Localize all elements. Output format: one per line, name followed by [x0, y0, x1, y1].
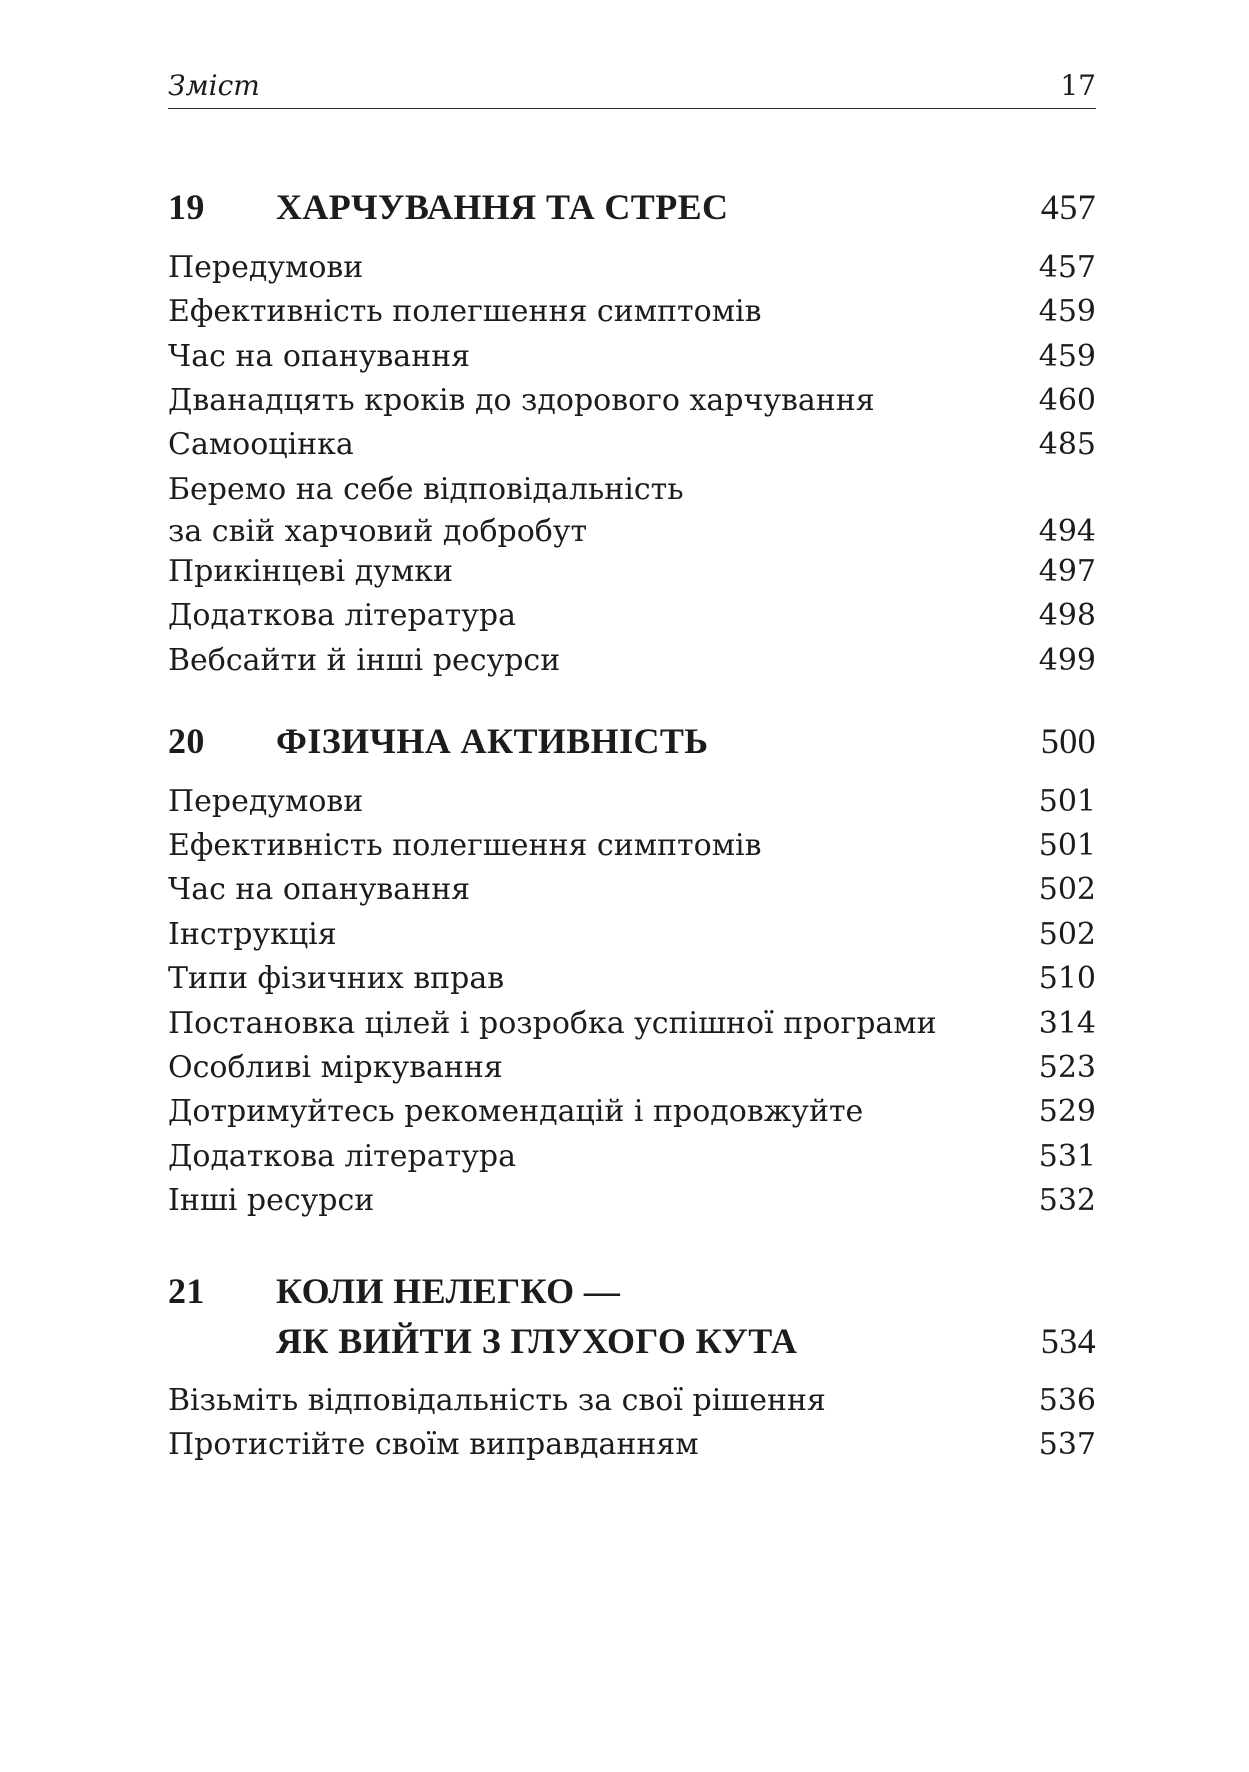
chapter-number: 20 — [168, 721, 205, 761]
toc-entry-text: Вебсайти й інші ресурси — [168, 643, 561, 678]
toc-entry-text: Типи фізичних вправ — [168, 961, 505, 996]
toc-entry-page: 536 — [1038, 1383, 1096, 1418]
toc-entry-text: Передумови — [168, 784, 364, 819]
toc-entry-text: Ефективність полегшення симптомів — [168, 294, 762, 329]
toc-entry[interactable] — [168, 958, 1096, 1000]
page-number: 17 — [1060, 69, 1096, 102]
toc-entry-page: 459 — [1038, 339, 1096, 374]
toc-entry-page: 457 — [1038, 250, 1096, 285]
toc-entry-text: Беремо на себе відповідальність за свій харчовий добробут — [168, 472, 684, 549]
chapter-heading-21[interactable] — [168, 1268, 1096, 1364]
toc-entry[interactable] — [168, 640, 1096, 682]
toc-entry-page: 498 — [1038, 598, 1096, 633]
toc-entry-page: 494 — [1038, 514, 1096, 549]
running-head — [168, 64, 1096, 109]
toc-entry-page: 499 — [1038, 643, 1096, 678]
toc-entry-page: 501 — [1038, 784, 1096, 819]
toc-entry-text: Особливі міркування — [168, 1050, 503, 1085]
toc-entry-page: 460 — [1038, 383, 1096, 418]
toc-entry-text: Візьміть відповідальність за свої рішення — [168, 1383, 826, 1418]
toc-entry-text: Час на опанування — [168, 339, 471, 374]
toc-entry-text: Час на опанування — [168, 872, 471, 907]
toc-entry-text: Додаткова література — [168, 1139, 516, 1174]
toc-entry-page: 529 — [1038, 1094, 1096, 1129]
chapter-title: ФІЗИЧНА АКТИВНІСТЬ — [276, 721, 709, 761]
chapter-number: 21 — [168, 1271, 205, 1311]
toc-entry-text: Додаткова література — [168, 598, 516, 633]
chapter-page: 457 — [1040, 187, 1096, 227]
toc-entry[interactable] — [168, 914, 1096, 956]
toc-entry-text: Передумови — [168, 250, 364, 285]
toc-entry[interactable] — [168, 469, 1096, 553]
running-head-title: Зміст — [168, 69, 260, 102]
toc-entry-page: 314 — [1038, 1006, 1096, 1041]
toc-entry[interactable] — [168, 247, 1096, 289]
toc-entry[interactable] — [168, 1091, 1096, 1133]
toc-entry-page: 459 — [1038, 294, 1096, 329]
toc-entry-text: Дванадцять кроків до здорового харчування — [168, 383, 875, 418]
toc-entry[interactable] — [168, 1424, 1096, 1466]
toc-entry-page: 485 — [1038, 427, 1096, 462]
toc-entry[interactable] — [168, 551, 1096, 593]
toc-entry-page: 532 — [1038, 1183, 1096, 1218]
toc-entry[interactable] — [168, 1003, 1096, 1045]
toc-entry[interactable] — [168, 380, 1096, 422]
toc-entry-text: Дотримуйтесь рекомендацій і продовжуйте — [168, 1094, 864, 1129]
toc-entry[interactable] — [168, 825, 1096, 867]
chapter-page: 534 — [1040, 1321, 1096, 1361]
toc-entry[interactable] — [168, 424, 1096, 466]
toc-entry-page: 537 — [1038, 1427, 1096, 1462]
toc-entry-text: Інші ресурси — [168, 1183, 375, 1218]
chapter-number: 19 — [168, 187, 205, 227]
toc-entry-page: 501 — [1038, 828, 1096, 863]
toc-entry[interactable] — [168, 1380, 1096, 1422]
toc-entry-text: Ефективність полегшення симптомів — [168, 828, 762, 863]
toc-entry-text: Постановка цілей і розробка успішної програми — [168, 1006, 937, 1041]
toc-entry-page: 497 — [1038, 554, 1096, 589]
toc-entry-page: 502 — [1038, 917, 1096, 952]
toc-entry-text: Протистійте своїм виправданням — [168, 1427, 699, 1462]
toc-entry-page: 502 — [1038, 872, 1096, 907]
toc-entry-page: 523 — [1038, 1050, 1096, 1085]
toc-entry[interactable] — [168, 869, 1096, 911]
toc-entry-text: Інструкція — [168, 917, 337, 952]
toc-entry-page: 531 — [1038, 1139, 1096, 1174]
toc-entry-text: Самооцінка — [168, 427, 354, 462]
toc-entry-page: 510 — [1038, 961, 1096, 996]
chapter-page: 500 — [1040, 721, 1096, 761]
toc-entry[interactable] — [168, 336, 1096, 378]
toc-entry-text: Прикінцеві думки — [168, 554, 453, 589]
toc-entry[interactable] — [168, 1047, 1096, 1089]
toc-entry[interactable] — [168, 1180, 1096, 1222]
chapter-title: ХАРЧУВАННЯ ТА СТРЕС — [276, 187, 729, 227]
toc-entry[interactable] — [168, 1136, 1096, 1178]
toc-entry[interactable] — [168, 595, 1096, 637]
toc-entry[interactable] — [168, 781, 1096, 823]
toc-entry[interactable] — [168, 291, 1096, 333]
chapter-title: КОЛИ НЕЛЕГКО — ЯК ВИЙТИ З ГЛУХОГО КУТА — [276, 1271, 798, 1361]
